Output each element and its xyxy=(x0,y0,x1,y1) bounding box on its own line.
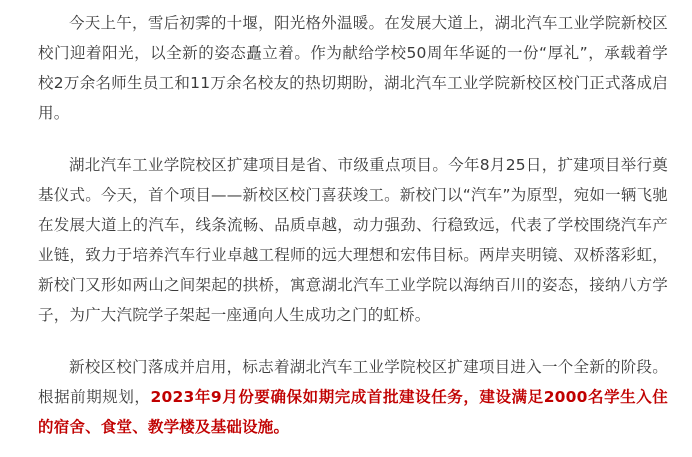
paragraph-2 xyxy=(38,150,668,330)
paragraph-3 xyxy=(38,352,668,442)
text-run: 新校区校门落成并启用，标志着湖北汽车工业学院校区扩建项目进入一个全新的阶段。根据前期规划， xyxy=(38,358,668,406)
paragraph-1 xyxy=(38,8,668,128)
highlighted-text-run: 2023年9月份要确保如期完成首批建设任务，建设满足2000名学生入住的宿舍、食堂、教学楼及基础设施。 xyxy=(38,388,668,436)
text-run: 今天上午，雪后初霁的十堰，阳光格外温暖。在发展大道上，湖北汽车工业学院新校区校门迎着阳光，以全新的姿态矗立着。作为献给学校50周年华诞的一份“厚礼”，承载着学校2万余名师生员工和11万余名校友的热切期盼，湖北汽车工业学院新校区校门正式落成启用。 xyxy=(38,14,668,122)
text-run: 湖北汽车工业学院校区扩建项目是省、市级重点项目。今年8月25日，扩建项目举行奠基仪式。今天，首个项目——新校区校门喜获竣工。新校门以“汽车”为原型，宛如一辆飞驰在发展大道上的汽车，线条流畅、品质卓越，动力强劲、行稳致远，代表了学校围绕汽车产业链，致力于培养汽车行业卓越工程师的远大理想和宏伟目标。两岸夹明镜、双桥落彩虹，新校门又形如两山之间架起的拱桥，寓意湖北汽车工业学院以海纳百川的姿态，接纳八方学子，为广大汽院学子架起一座通向人生成功之门的虹桥。 xyxy=(38,156,668,324)
